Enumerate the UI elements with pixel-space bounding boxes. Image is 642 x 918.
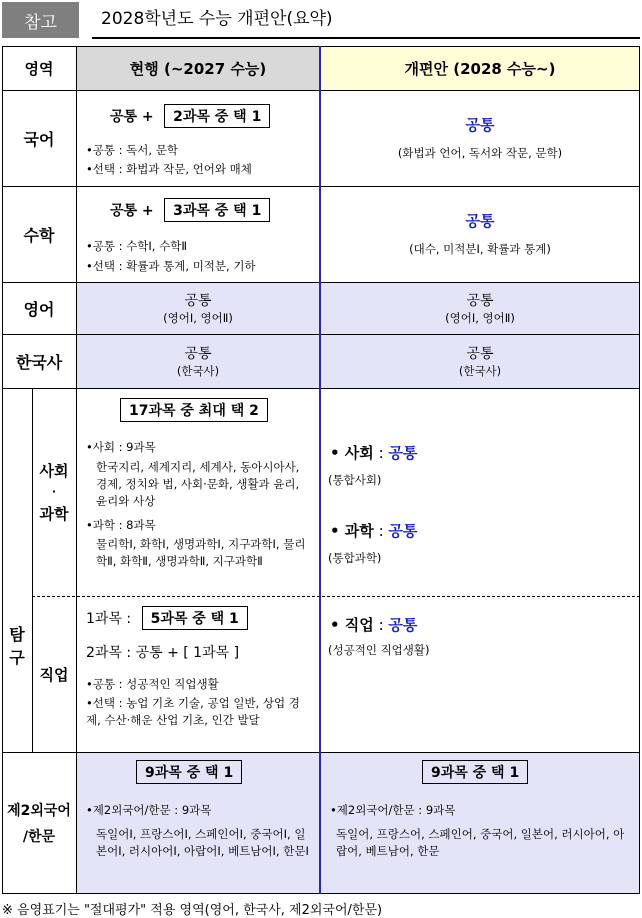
new-job-colon: : <box>373 616 389 634</box>
second-lang-new-box: 9과목 중 택 1 <box>422 760 528 784</box>
math-cur-bullet-1: •공통 : 수학Ⅰ, 수학Ⅱ <box>86 239 187 253</box>
korean-cur-prefix: 공통 + <box>110 109 154 125</box>
second-lang-cur-box: 9과목 중 택 1 <box>136 760 242 784</box>
new-job-label: • 직업 <box>330 616 374 634</box>
social-label: 사회 <box>39 462 69 480</box>
row-history-label: 한국사 <box>15 352 63 372</box>
inquiry-label-top: 탐 <box>9 625 25 644</box>
math-cur-box: 3과목 중 택 1 <box>164 198 270 222</box>
history-cur-main: 공통 <box>184 345 212 362</box>
history-new-sub: (한국사) <box>458 363 502 378</box>
second-lang-label-2: /한문 <box>22 829 56 845</box>
new-social-value: 공통 <box>388 444 418 462</box>
second-lang-revised <box>320 752 640 894</box>
social-science-revised <box>320 388 640 596</box>
footnote: ※ 음영표기는 "절대평가" 적용 영역(영어, 한국사, 제2외국어/한문) <box>2 903 383 918</box>
social-science-current <box>76 388 320 596</box>
math-new-main: 공통 <box>465 212 495 230</box>
dashed-divider <box>32 596 640 597</box>
inquiry-job-label: 직업 <box>39 665 69 684</box>
job-revised <box>320 596 640 752</box>
math-current <box>76 186 320 282</box>
social-cur-heading: •사회 : 9과목 <box>86 440 156 454</box>
second-lang-cur-heading: •제2외국어/한문 : 9과목 <box>86 803 212 817</box>
science-label: 과학 <box>39 505 69 523</box>
row-math-label: 수학 <box>23 225 55 245</box>
korean-current <box>76 90 320 186</box>
second-lang-label-1: 제2외국어 <box>7 803 71 819</box>
grid-line <box>2 186 640 187</box>
grid-line <box>2 388 640 389</box>
history-revised <box>320 334 640 388</box>
job-bullet-1: •공통 : 성공적인 직업생활 <box>86 677 219 691</box>
document-header <box>0 0 642 40</box>
social-cur-list: 한국지리, 세계지리, 세계사, 동아시아사, 경제, 정치와 법, 사회·문화, 생활과 윤리, 윤리와 사상 <box>96 460 300 508</box>
history-cur-sub: (한국사) <box>176 363 220 378</box>
science-cur-list: 물리학Ⅰ, 화학Ⅰ, 생명과학Ⅰ, 지구과학Ⅰ, 물리학Ⅱ, 화학Ⅱ, 생명과학Ⅱ, 지구과학Ⅱ <box>96 537 306 568</box>
grid-line <box>639 46 640 894</box>
grid-line <box>2 334 640 335</box>
job-line1-box: 5과목 중 택 1 <box>142 606 248 630</box>
new-social-label: • 사회 <box>330 444 374 462</box>
new-science-sub: (통합과학) <box>328 551 382 565</box>
math-cur-bullet-2: •선택 : 확률과 통계, 미적분, 기하 <box>86 259 256 273</box>
reference-tag: 참고 <box>2 2 79 38</box>
math-revised <box>320 186 640 282</box>
second-lang-cur-list: 독일어Ⅰ, 프랑스어Ⅰ, 스페인어Ⅰ, 중국어Ⅰ, 일본어Ⅰ, 러시아어Ⅰ, 아랍어Ⅰ, 베트남어Ⅰ, 한문Ⅰ <box>96 827 309 858</box>
grid-line <box>2 893 640 894</box>
korean-cur-bullet-2: •선택 : 화법과 작문, 언어와 매체 <box>86 162 252 176</box>
new-social-sub: (통합사회) <box>328 473 382 487</box>
korean-cur-bullet-1: •공통 : 독서, 문학 <box>86 143 178 157</box>
job-current <box>76 596 320 752</box>
second-lang-new-list: 독일어, 프랑스어, 스페인어, 중국어, 일본어, 러시아어, 아랍어, 베트남어, 한문 <box>336 827 625 858</box>
row-english-label: 영어 <box>23 299 55 319</box>
new-job-sub: (성공적인 직업생활) <box>328 643 430 657</box>
job-line1-prefix: 1과목 : <box>86 611 132 627</box>
history-current <box>76 334 320 388</box>
job-line2: 2과목 : 공통 + [ 1과목 ] <box>86 645 240 661</box>
grid-line <box>2 46 3 894</box>
new-science-value: 공통 <box>388 522 418 540</box>
row-korean-label: 국어 <box>23 129 55 149</box>
english-revised <box>320 282 640 334</box>
row-inquiry-label <box>2 388 32 752</box>
title-underline <box>92 37 640 39</box>
science-cur-heading: •과학 : 8과목 <box>86 518 156 532</box>
header-area: 영역 <box>24 59 54 78</box>
social-dot: · <box>51 485 57 498</box>
second-lang-new-heading: •제2외국어/한문 : 9과목 <box>330 803 456 817</box>
document-title: 2028학년도 수능 개편안(요약) <box>101 9 333 29</box>
history-new-main: 공통 <box>466 345 494 362</box>
korean-new-main: 공통 <box>465 116 495 134</box>
new-job-value: 공통 <box>388 616 418 634</box>
social-cur-box: 17과목 중 최대 택 2 <box>120 398 268 422</box>
inquiry-label-bottom: 구 <box>9 648 25 667</box>
math-new-sub: (대수, 미적분Ⅰ, 확률과 통계) <box>409 242 551 256</box>
english-new-main: 공통 <box>466 292 494 309</box>
grid-line <box>2 752 640 753</box>
row-second-lang-label <box>2 752 76 894</box>
english-new-sub: (영어Ⅰ, 영어Ⅱ) <box>445 310 515 325</box>
job-bullet-2: •선택 : 농업 기초 기술, 공업 일반, 상업 경제, 수산·해운 산업 기초, 인간 발달 <box>86 696 300 727</box>
english-cur-main: 공통 <box>184 292 212 309</box>
new-social-colon: : <box>373 444 389 462</box>
second-lang-current <box>76 752 320 894</box>
grid-line <box>32 388 33 752</box>
grid-line <box>76 46 77 894</box>
grid-line <box>2 90 640 91</box>
grid-line <box>2 282 640 283</box>
column-divider <box>319 46 321 894</box>
english-current <box>76 282 320 334</box>
inquiry-social-science-label <box>32 388 76 596</box>
grid-line <box>2 46 640 47</box>
english-cur-sub: (영어Ⅰ, 영어Ⅱ) <box>163 310 233 325</box>
korean-revised <box>320 90 640 186</box>
new-science-colon: : <box>373 522 389 540</box>
new-science-label: • 과학 <box>330 522 374 540</box>
math-cur-prefix: 공통 + <box>110 203 154 219</box>
header-current: 현행 (~2027 수능) <box>76 46 320 90</box>
korean-cur-box: 2과목 중 택 1 <box>164 104 270 128</box>
korean-new-sub: (화법과 언어, 독서와 작문, 문학) <box>397 146 563 160</box>
header-revised: 개편안 (2028 수능~) <box>320 46 640 90</box>
